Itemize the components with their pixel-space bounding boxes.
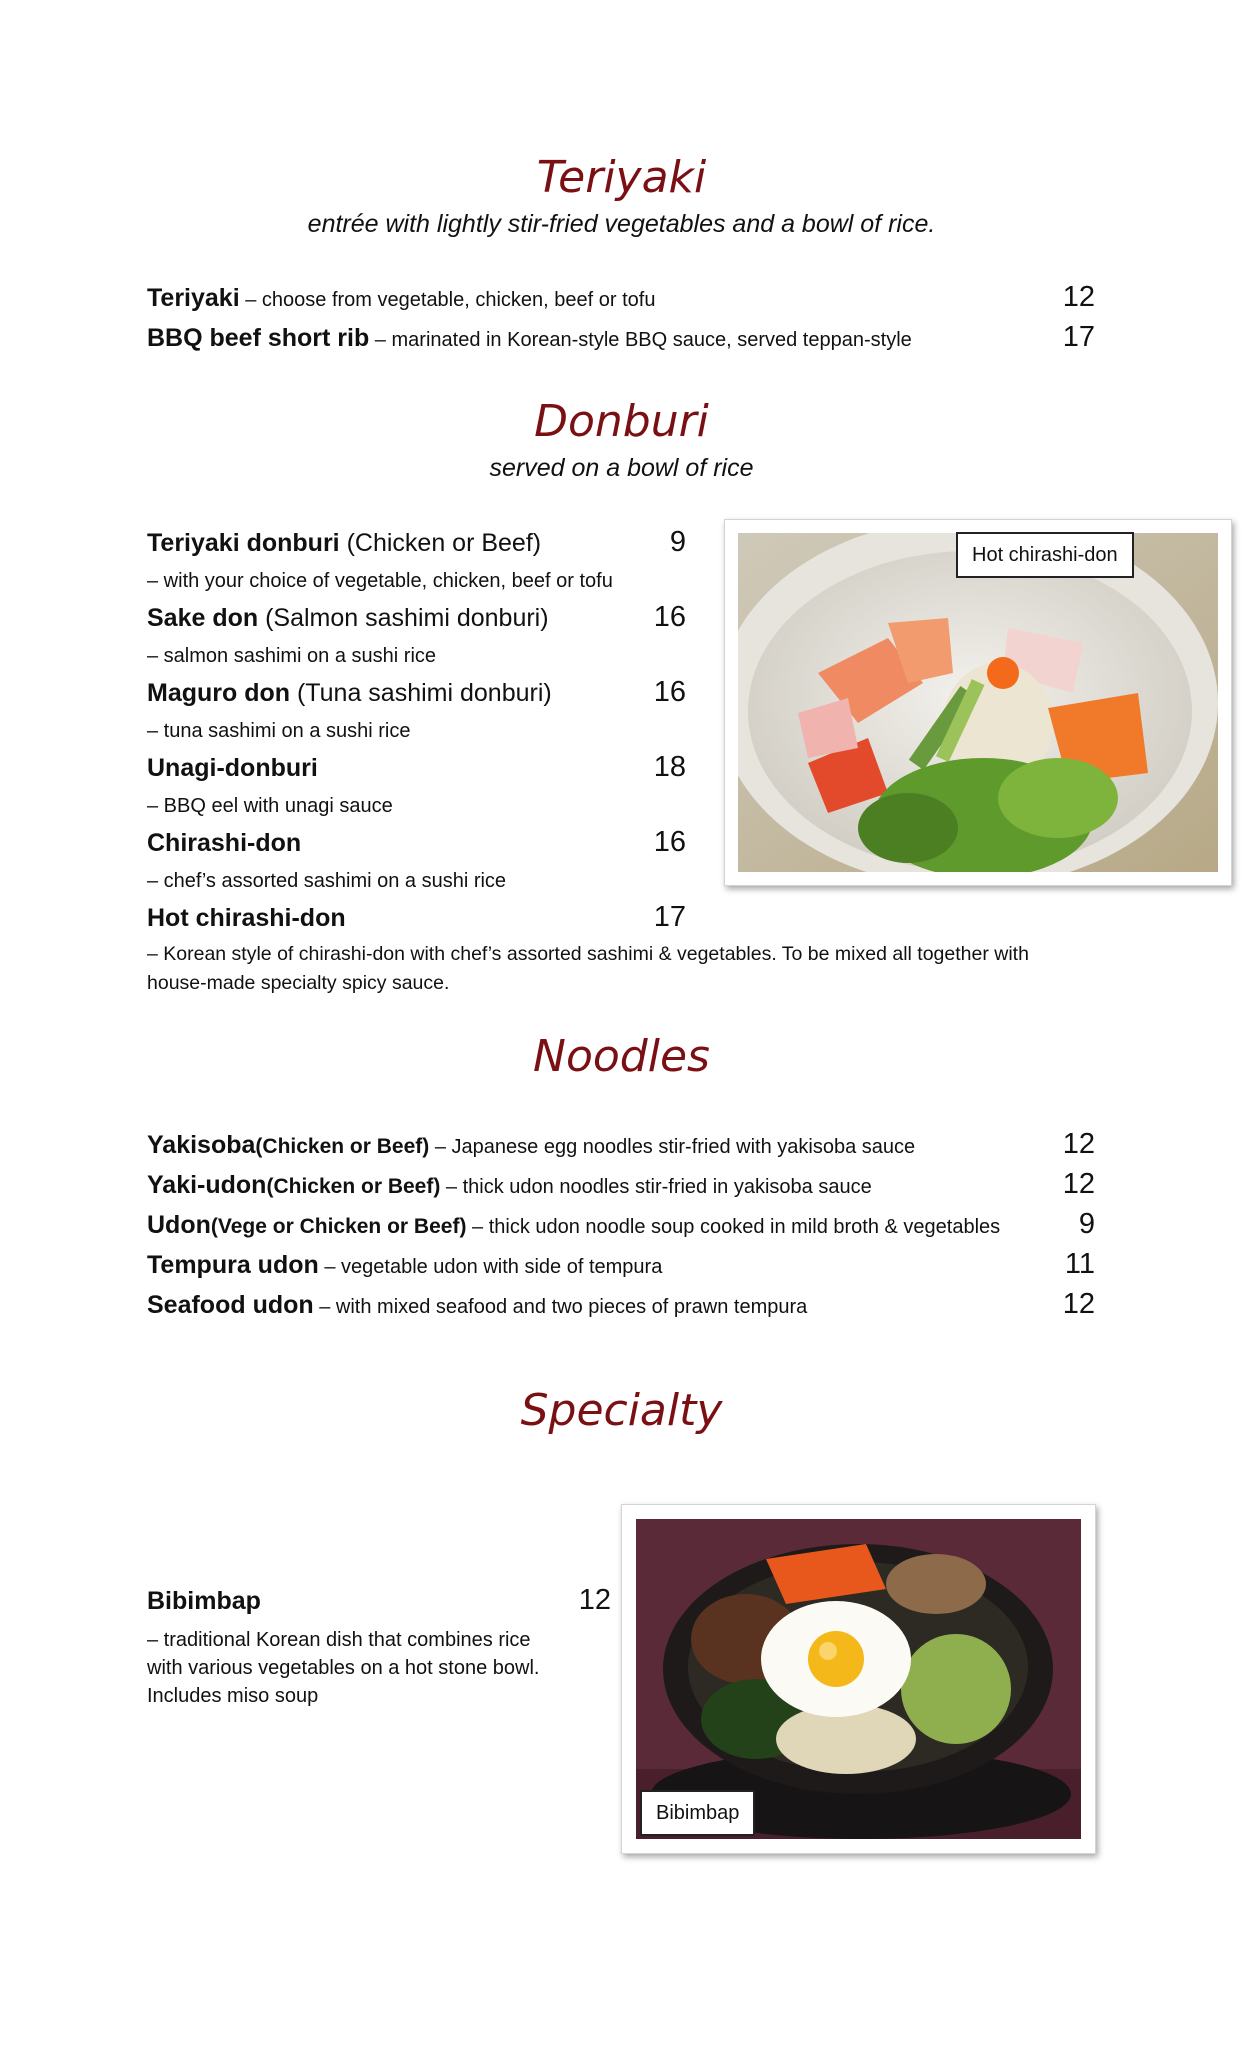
dish-photo-frame [724, 519, 1232, 886]
item-price: 17 [653, 901, 686, 933]
item-name: Teriyaki [147, 284, 240, 312]
item-description: – chef’s assorted sashimi on a sushi rice [147, 870, 507, 892]
item-description: with various vegetables on a hot stone bowl. [147, 1657, 540, 1679]
item-dash: – [429, 1136, 452, 1158]
item-description: – salmon sashimi on a sushi rice [147, 645, 437, 667]
menu-item [147, 526, 541, 564]
item-name: Yaki-udon [147, 1171, 267, 1199]
menu-item [147, 281, 655, 319]
dish-photo-frame [621, 1504, 1096, 1854]
item-price: 16 [653, 601, 686, 633]
menu-item [147, 751, 318, 789]
item-description-continued: house-made specialty spicy sauce. [147, 972, 450, 994]
item-price: 12 [1062, 1128, 1095, 1160]
item-dash: – [239, 289, 262, 311]
menu-item [147, 901, 346, 939]
item-description: – Korean style of chirashi-don with chef’s assorted sashimi & vegetables. To be mixed all together with [147, 943, 1029, 965]
chirashi-photo [738, 533, 1218, 872]
item-description: Japanese egg noodles stir-fried with yakisoba sauce [451, 1136, 916, 1158]
item-price: 16 [653, 676, 686, 708]
menu-item [147, 1208, 1000, 1246]
menu-item [147, 321, 912, 359]
item-name: Unagi-donburi [147, 754, 318, 782]
item-description: – tuna sashimi on a sushi rice [147, 720, 411, 742]
item-dash: – [318, 1256, 342, 1278]
item-name: Chirashi-don [147, 829, 302, 857]
section-title-donburi: Donburi [534, 396, 709, 447]
item-variant: (Chicken or Beef) [339, 529, 542, 557]
menu-item [147, 601, 549, 639]
item-name: Yakisoba [147, 1131, 256, 1159]
item-description: choose from vegetable, chicken, beef or tofu [261, 289, 656, 311]
item-name: Seafood udon [147, 1291, 314, 1319]
item-name: Teriyaki donburi [147, 529, 340, 557]
item-name: Hot chirashi-don [147, 904, 346, 932]
item-price: 12 [1062, 281, 1095, 313]
item-description: marinated in Korean-style BBQ sauce, served teppan-style [391, 329, 912, 351]
menu-item [147, 1128, 915, 1166]
item-name: Sake don [147, 604, 259, 632]
item-name: Bibimbap [147, 1587, 261, 1615]
item-description: thick udon noodles stir-fried in yakisoba sauce [462, 1176, 872, 1198]
item-dash: – [369, 329, 392, 351]
item-description: – with your choice of vegetable, chicken, beef or tofu [147, 570, 613, 592]
menu-item [147, 826, 301, 864]
section-title-noodles: Noodles [533, 1031, 710, 1082]
section-title-teriyaki: Teriyaki [536, 152, 707, 203]
item-name: Udon [147, 1211, 211, 1239]
item-variant: (Tuna sashimi donburi) [290, 679, 552, 707]
item-dash: – [466, 1216, 489, 1238]
item-description: with mixed seafood and two pieces of prawn tempura [335, 1296, 808, 1318]
item-name: Maguro don [147, 679, 291, 707]
item-name: Tempura udon [147, 1251, 319, 1279]
chirashi-bowl-illustration [738, 533, 1218, 872]
item-price: 17 [1062, 321, 1095, 353]
item-description: vegetable udon with side of tempura [341, 1256, 663, 1278]
section-subtitle-teriyaki: entrée with lightly stir-fried vegetables and a bowl of rice. [307, 210, 936, 238]
item-description: thick udon noodle soup cooked in mild broth & vegetables [488, 1216, 1001, 1238]
item-variant: (Salmon sashimi donburi) [258, 604, 549, 632]
menu-item [147, 1168, 872, 1206]
item-name: BBQ beef short rib [147, 324, 370, 352]
item-dash: – [313, 1296, 336, 1318]
item-price: 9 [1078, 1208, 1095, 1240]
menu-item [147, 676, 552, 714]
item-dash: – [440, 1176, 463, 1198]
item-price: 9 [669, 526, 686, 558]
item-price: 11 [1064, 1248, 1095, 1280]
item-description: – traditional Korean dish that combines rice [147, 1629, 531, 1651]
menu-item [147, 1288, 807, 1326]
item-price: 12 [1062, 1168, 1095, 1200]
section-subtitle-donburi: served on a bowl of rice [489, 454, 754, 482]
item-price: 12 [578, 1584, 611, 1616]
item-description: Includes miso soup [147, 1685, 319, 1707]
menu-item [147, 1248, 662, 1286]
item-price: 18 [653, 751, 686, 783]
photo-caption: Hot chirashi-don [956, 532, 1134, 578]
item-variant: (Vege or Chicken or Beef) [210, 1215, 467, 1238]
item-variant: (Chicken or Beef) [266, 1175, 441, 1198]
item-description: – BBQ eel with unagi sauce [147, 795, 393, 817]
photo-caption: Bibimbap [640, 1790, 755, 1836]
menu-item [147, 1584, 261, 1622]
item-variant: (Chicken or Beef) [255, 1135, 430, 1158]
section-title-specialty: Specialty [520, 1385, 723, 1436]
item-price: 12 [1062, 1288, 1095, 1320]
item-price: 16 [653, 826, 686, 858]
